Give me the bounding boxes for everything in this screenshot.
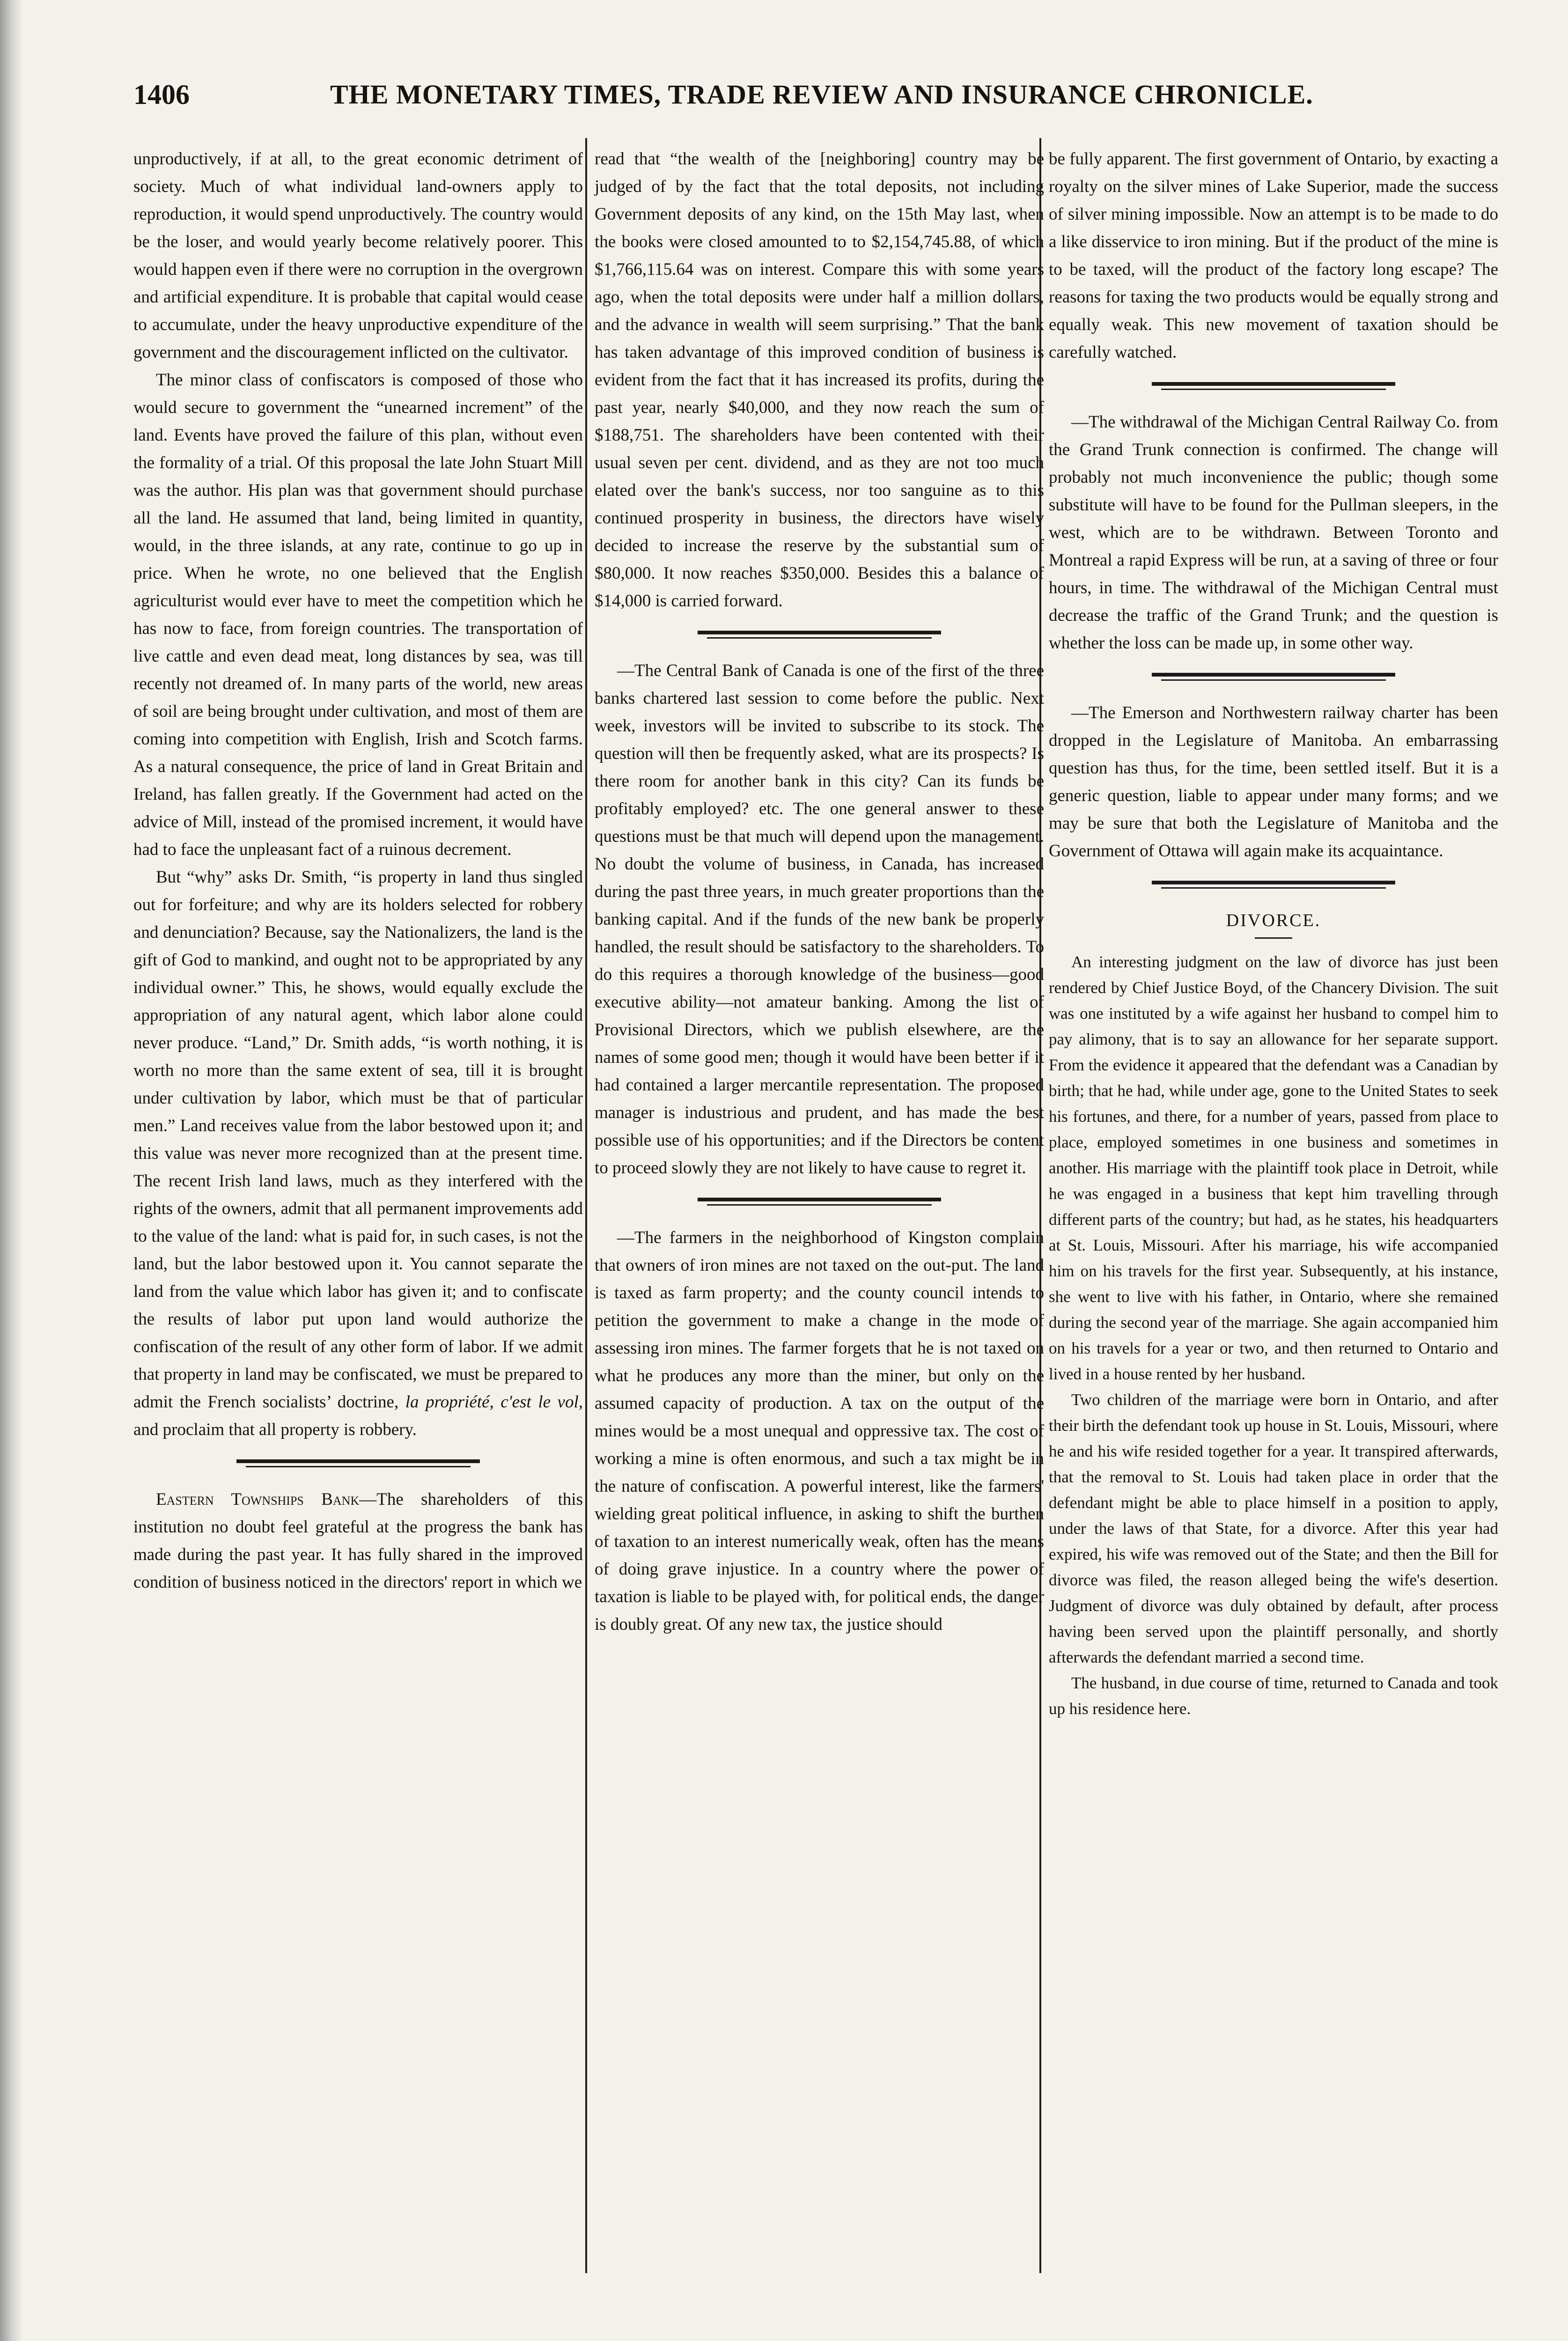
section-separator <box>698 631 941 641</box>
french-quote: la propriété, c'est le vol, <box>405 1392 583 1412</box>
paragraph: —The withdrawal of the Michigan Central Railway Co. from the Grand Trunk connection is confirmed. The change will probably not much inconvenience the public; though some substitute will have to be found for the Pullman sleepers, in the west, which are to be withdrawn. Between Toronto and Montreal a rapid Express will be run, at a saving of three or four hours, in time. The withdrawal of the Michigan Central must decrease the traffic of the Grand Trunk; and the question is whether the loss can be made up, in some other way. <box>1049 412 1498 653</box>
page-header <box>133 75 1440 117</box>
page-binding-edge <box>0 0 22 2341</box>
paragraph: The husband, in due course of time, returned to Canada and took up his residence here. <box>1049 1674 1498 1718</box>
paragraph: read that “the wealth of the [neighboring] country may be judged of by the fact that the total deposits, not including Government deposits of any kind, on the 15th May last, when the books were closed amounted to to $2,154,745.88, of which $1,766,115.64 was on interest. Compare this with some years ago, when the total deposits were under half a million dollars, and the advance in wealth will seem surprising.” That the bank has taken advantage of this improved condition of business is evident from the fact that it has increased its profits, during the past year, nearly $40,000, and they now reach the sum of $188,751. The shareholders have been contented with their usual seven per cent. dividend, and as they are not too much elated over the bank's success, nor too sanguine as to this continued prosperity in business, the directors have wisely decided to increase the reserve by the substantial sum of $80,000. It now reaches $350,000. Besides this a balance of $14,000 is carried forward. <box>595 149 1044 611</box>
divorce-article <box>1049 949 1498 1722</box>
section-separator <box>1152 881 1395 891</box>
section-separator <box>236 1459 480 1470</box>
column-3 <box>1049 145 1498 1722</box>
section-separator <box>698 1198 941 1208</box>
paragraph: —The farmers in the neighborhood of Kingston complain that owners of iron mines are not taxed on the out-put. The land is taxed as farm property; and the county council intends to petition the government to make a change in the mode of assessing iron mines. The farmer forgets that he is not taxed on what he produces any more than the miner, but only on the assumed capacity of production. A tax on the output of the mines would be a most unequal and oppressive tax. The cost of working a mine is often enormous, and such a tax might be in the nature of confiscation. A powerful interest, like the farmers' wielding great political influence, in asking to shift the burthen of taxation to an interest numerically weak, often has the means of doing grave injustice. In a country where the power of taxation is liable to be played with, for political ends, the danger is doubly great. Of any new tax, the justice should <box>595 1228 1044 1634</box>
running-title: THE MONETARY TIMES, TRADE REVIEW AND INSURANCE CHRONICLE. <box>330 79 1313 110</box>
title-rule <box>1255 937 1292 939</box>
paragraph: be fully apparent. The first government of Ontario, by exacting a royalty on the silver mines of Lake Superior, made the success of silver mining impossible. Now an attempt is to be made to do a like disservice to iron mining. But if the product of the mine is to be taxed, will the product of the factory long escape? The reasons for taxing the two products would be equally strong and equally weak. This new movement of taxation should be carefully watched. <box>1049 149 1498 362</box>
paragraph: unproductively, if at all, to the great economic detriment of society. Much of what individual land-owners apply to reproduction, it would spend unproductively. The country would be the loser, and would yearly become relatively poorer. This would happen even if there were no corruption in the overgrown and artificial expenditure. It is probable that capital would cease to accumulate, under the heavy unproductive expenditure of the government and the discouragement inflicted on the cultivator. <box>133 149 583 362</box>
column-rule <box>585 138 587 2273</box>
section-title: DIVORCE. <box>1226 911 1321 930</box>
column-2 <box>595 145 1044 1638</box>
paragraph-lead: Eastern Townships Bank <box>156 1490 360 1509</box>
paragraph: Two children of the marriage were born in Ontario, and after their birth the defendant took up house in St. Louis, Missouri, where he and his wife resided together for a year. It transpired afterwards, that the removal to St. Louis had taken place in order that the defendant might be able to place himself in a position to apply, under the laws of that State, for a divorce. After this year had expired, his wife was removed out of the State; and then the Bill for divorce was filed, the reason alleged being the wife's desertion. Judgment of divorce was duly obtained by default, after process having been served upon the plaintiff personally, and shortly afterwards the defendant married a second time. <box>1049 1391 1498 1666</box>
column-1 <box>133 145 583 1596</box>
paragraph: —The Central Bank of Canada is one of the first of the three banks chartered last session to come before the public. Next week, investors will be invited to subscribe to its stock. The question will then be frequently asked, what are its prospects? Is there room for another bank in this city? Can its funds be profitably employed? etc. The one general answer to these questions must be that much will depend upon the management. No doubt the volume of business, in Canada, has increased during the past three years, in much greater proportions than the banking capital. And if the funds of the new bank be properly handled, the result should be satisfactory to the shareholders. To do this requires a thorough knowledge of the business—good executive ability—not amateur banking. Among the list of Provisional Directors, which we publish elsewhere, are the names of some good men; though it would have been better if it had contained a larger mercantile representation. The proposed manager is industrious and prudent, and has made the best possible use of his opportunities; and if the Directors be content to proceed slowly they are not likely to have cause to regret it. <box>595 661 1044 1178</box>
paragraph: An interesting judgment on the law of divorce has just been rendered by Chief Justice Boyd, of the Chancery Division. The suit was one instituted by a wife against her husband to compel him to pay alimony, that is to say an allowance for her separate support. From the evidence it appeared that the defendant was a Canadian by birth; that he had, while under age, gone to the United States to seek his fortunes, and there, for a number of years, passed from place to place, employed sometimes in one business and sometimes in another. His marriage with the plaintiff took place in Detroit, while he was engaged in a business that kept him travelling through different parts of the country; but had, as he states, his headquarters at St. Louis, Missouri. After his marriage, his wife accompanied him on his travels for the first year. Subsequently, at his instance, she went to live with his father, in Ontario, where she remained during the second year of the marriage. She again accompanied him on his travels for a year or two, and then returned to Ontario and lived in a house rented by her husband. <box>1049 953 1498 1383</box>
paragraph <box>133 863 583 1443</box>
paragraph-text: But “why” asks Dr. Smith, “is property in land thus singled out for forfeiture; and why are its holders selected for robbery and denunciation? Because, say the Nationalizers, the land is the gift of God to mankind, and ought not to be appropriated by any individual owner.” This, he shows, would equally exclude the appropriation of any natural agent, which labor alone could never produce. “Land,” Dr. Smith adds, “is worth nothing, it is worth no more than the same extent of sea, till it is brought under cultivation by labor, which must be that of particular men.” Land receives value from the labor bestowed upon it; and this value was never more recognized than at the present time. The recent Irish land laws, much as they interfered with the rights of the owners, admit that all permanent improvements add to the value of the land: what is paid for, in such cases, is not the land, but the labor bestowed upon it. You cannot separate the land from the value which labor has given it; and to confiscate the results of labor put upon land would authorize the confiscation of the result of any other form of labor. If we admit that property in land may be confiscated, we must be prepared to admit the French socialists’ doctrine, <box>133 868 583 1412</box>
paragraph: The minor class of confiscators is composed of those who would secure to government the “unearned increment” of the land. Events have proved the failure of this plan, without even the formality of a trial. Of this proposal the late John Stuart Mill was the author. His plan was that government should purchase all the land. He assumed that land, being limited in quantity, would, in the three islands, at any rate, continue to go up in price. When he wrote, no one believed that the English agriculturist would ever have to meet the competition which he has now to face, from foreign countries. The transportation of live cattle and even dead meat, long distances by sea, was till recently not dreamed of. In many parts of the world, new areas of soil are being brought under cultivation, and most of them are coming into competition with English, Irish and Scotch farms. As a natural consequence, the price of land in Great Britain and Ireland, has fallen greatly. If the Government had acted on the advice of Mill, instead of the promised increment, it would have had to face the unpleasant fact of a ruinous decrement. <box>133 370 583 859</box>
section-separator <box>1152 382 1395 392</box>
paragraph <box>133 1486 583 1596</box>
page-number: 1406 <box>133 79 190 110</box>
paragraph-text: —The shareholders of this institution no doubt feel grateful at the progress the bank has made during the past year. It has fully shared in the improved condition of business noticed in the directors' report in which we <box>133 1490 583 1592</box>
paragraph-text: and proclaim that all property is robbery. <box>133 1420 417 1439</box>
paragraph: —The Emerson and Northwestern railway charter has been dropped in the Legislature of Manitoba. An embarrassing question has thus, for the time, been settled itself. But it is a generic question, liable to appear under many forms; and we may be sure that both the Legislature of Manitoba and the Government of Ottawa will again make its acquaintance. <box>1049 703 1498 861</box>
section-separator <box>1152 673 1395 683</box>
